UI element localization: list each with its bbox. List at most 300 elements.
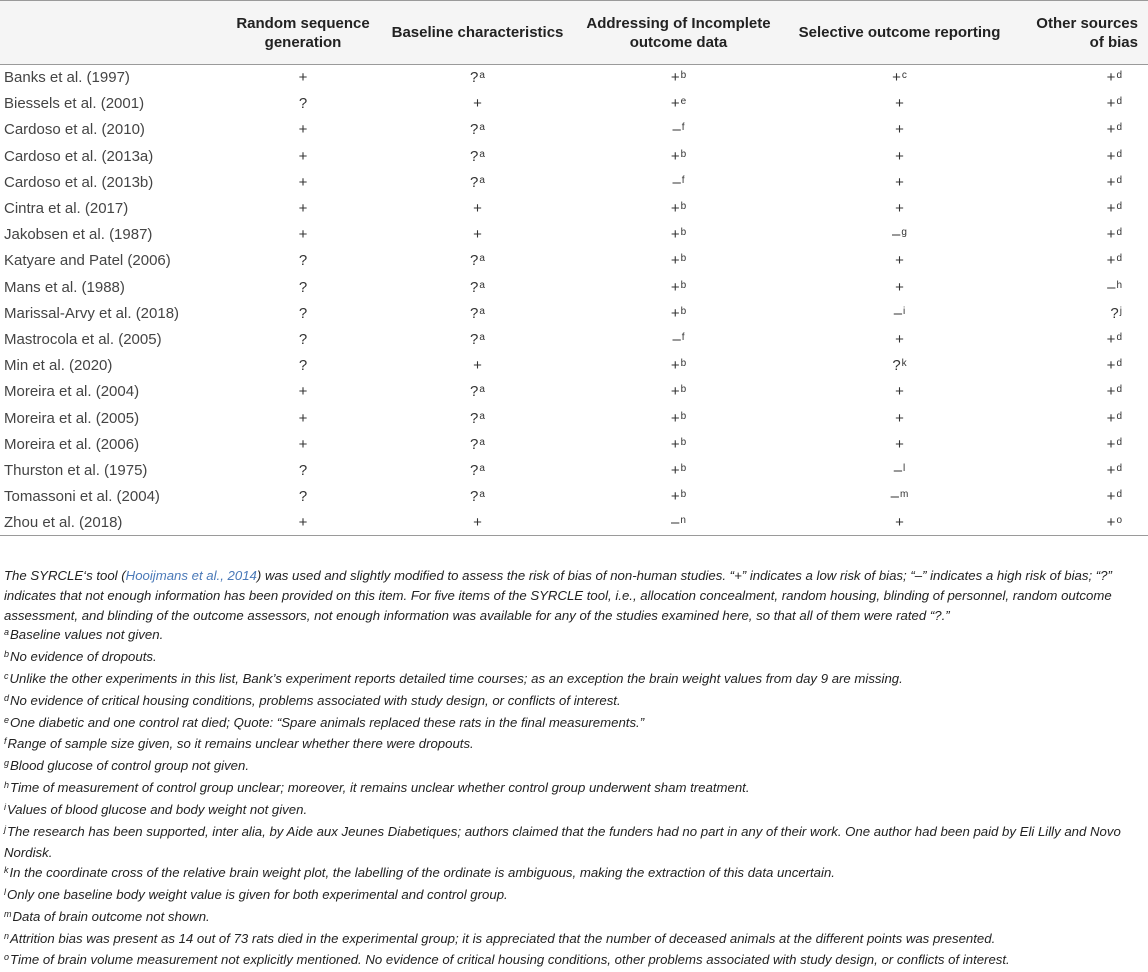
rating-symbol: ?: [470, 121, 479, 139]
rating-cell: [384, 65, 571, 91]
rating-symbol: +: [670, 69, 680, 87]
rating-cell: [786, 353, 1013, 379]
rating-symbol: ?: [298, 252, 308, 270]
rating-cell: [222, 143, 384, 169]
footnote-marker: b: [680, 70, 687, 82]
footnote-marker: a: [479, 279, 485, 291]
rating-symbol: –: [1107, 278, 1116, 296]
rating-symbol: +: [670, 278, 680, 296]
study-name-cell: Moreira et al. (2004): [4, 383, 140, 401]
rating-cell: [786, 484, 1013, 510]
rating-symbol: ?: [470, 488, 479, 506]
table-row: [0, 222, 1148, 248]
rating-symbol: ?: [470, 69, 479, 87]
study-name-cell: Thurston et al. (1975): [4, 461, 148, 479]
rating-symbol: +: [895, 383, 904, 401]
footnote: [4, 734, 1142, 756]
rating-cell: [571, 169, 786, 195]
study-name-cell: Marissal-Arvy et al. (2018): [4, 304, 180, 322]
footnote-marker: a: [479, 489, 485, 501]
rating-cell: [571, 484, 786, 510]
footnote-marker: a: [479, 384, 485, 396]
footnote-text: The research has been supported, inter alia, by Aide aux Jeunes Diabetiques; authors claimed that the funders had no part in any of their work. One author had been paid by Eli Lilly and Novo Nordisk.: [4, 823, 1121, 861]
study-name-cell: Cardoso et al. (2013a): [4, 147, 154, 165]
table-row: [0, 484, 1148, 510]
rating-symbol: ?: [1110, 304, 1119, 322]
rating-cell: [1013, 248, 1148, 274]
study-name-cell: Zhou et al. (2018): [0, 510, 222, 536]
rating-symbol: ?: [470, 435, 479, 453]
rating-cell: [384, 510, 571, 536]
rating-cell: [571, 353, 786, 379]
rating-cell: [1013, 379, 1148, 405]
study-name-cell: Tomassoni et al. (2004): [4, 488, 160, 506]
rating-symbol: +: [670, 226, 680, 244]
rating-cell: [786, 222, 1013, 248]
rating-cell: [786, 91, 1013, 117]
footnote-marker: n: [680, 515, 686, 527]
footnote-text: Values of blood glucose and body weight not given.: [7, 801, 308, 817]
table-header-row: [0, 1, 1148, 65]
footnote-marker: b: [680, 436, 687, 448]
footnote-mark: o: [4, 952, 10, 963]
rating-cell: [786, 300, 1013, 326]
rating-symbol: +: [298, 383, 308, 401]
rating-cell: [1013, 195, 1148, 221]
footnote-marker: b: [680, 148, 687, 160]
rating-cell: [571, 65, 786, 91]
footnote-text: Time of measurement of control group unclear; moreover, it remains unclear whether control group underwent sham treatment.: [10, 779, 750, 795]
table-row: [0, 274, 1148, 300]
rating-cell: [222, 195, 384, 221]
table-row: [0, 91, 1148, 117]
rating-symbol: +: [895, 435, 904, 453]
footnote-mark: h: [4, 779, 10, 790]
rating-cell: [384, 405, 571, 431]
footnote-marker: b: [680, 253, 687, 265]
footnote-mark: n: [4, 930, 10, 941]
footnote-marker: d: [1116, 489, 1122, 501]
footnote: [4, 713, 1142, 735]
footnote-marker: b: [680, 279, 687, 291]
footnote-text: Time of brain volume measurement not explicitly mentioned. No evidence of critical housing conditions, other problems associated with study design, or conflicts of interest.: [10, 952, 1010, 968]
rating-cell: [786, 431, 1013, 457]
footnote-text: Range of sample size given, so it remains unclear whether there were dropouts.: [7, 736, 474, 752]
table-row: [0, 300, 1148, 326]
footnote-mark: f: [4, 736, 7, 747]
rating-symbol: +: [895, 409, 904, 427]
rating-cell: [1013, 457, 1148, 483]
rating-symbol: +: [473, 226, 482, 244]
study-name-cell: Jakobsen et al. (1987): [4, 226, 153, 244]
rating-symbol: +: [1106, 121, 1116, 139]
column-header-baseline: Baseline characteristics: [384, 1, 571, 65]
footnote-marker: d: [1116, 384, 1122, 396]
rating-cell: [384, 300, 571, 326]
rating-cell: [571, 510, 786, 536]
rating-cell: [571, 248, 786, 274]
rating-cell: [786, 510, 1013, 536]
table-notes: [4, 566, 1142, 972]
column-header-random-sequence: Random sequence generation: [222, 1, 384, 65]
footnote-marker: a: [479, 305, 485, 317]
footnote-marker: d: [1116, 70, 1122, 82]
footnote-text: No evidence of dropouts.: [10, 649, 157, 665]
rating-cell: [222, 248, 384, 274]
footnote-marker: o: [1116, 515, 1122, 527]
footnote-marker: a: [479, 70, 485, 82]
footnote-marker: i: [903, 305, 906, 317]
footnote-mark: c: [4, 670, 9, 681]
rating-symbol: +: [298, 226, 308, 244]
rating-symbol: +: [298, 69, 308, 87]
footnote-text: Baseline values not given.: [10, 627, 164, 643]
rating-cell: [571, 274, 786, 300]
footnote-marker: b: [680, 462, 687, 474]
footnote-marker: h: [1116, 279, 1122, 291]
column-header-study: [0, 1, 222, 65]
rating-symbol: –: [671, 514, 680, 532]
rating-cell: [384, 379, 571, 405]
rating-cell: [786, 117, 1013, 143]
table-row: [0, 65, 1148, 91]
footnote-text: Blood glucose of control group not given.: [10, 758, 250, 774]
footnote-text: In the coordinate cross of the relative brain weight plot, the labelling of the ordinate is ambiguous, making the extraction of this data uncertain.: [9, 865, 835, 881]
column-header-other-bias: Other sources of bias: [1013, 1, 1148, 65]
footnote: [4, 691, 1142, 713]
footnote-marker: d: [1116, 122, 1122, 134]
footnote-marker: d: [1116, 174, 1122, 186]
rating-symbol: +: [1106, 488, 1116, 506]
table-row: [0, 353, 1148, 379]
rating-symbol: ?: [470, 252, 479, 270]
rating-cell: [786, 326, 1013, 352]
rating-symbol: +: [895, 173, 904, 191]
footnote: [4, 822, 1142, 864]
rating-symbol: +: [895, 330, 904, 348]
footnote: [4, 669, 1142, 691]
rating-symbol: +: [1106, 357, 1116, 375]
rating-symbol: +: [473, 514, 482, 532]
footnote-marker: a: [479, 331, 485, 343]
rating-symbol: +: [895, 121, 904, 139]
footnote-text: One diabetic and one control rat died; Quote: “Spare animals replaced these rats in the final measurements.”: [10, 714, 645, 730]
rating-cell: [222, 353, 384, 379]
rating-symbol: ?: [470, 409, 479, 427]
rating-cell: [1013, 143, 1148, 169]
rating-cell: [384, 326, 571, 352]
rating-symbol: –: [890, 488, 899, 506]
footnote-mark: g: [4, 758, 10, 769]
rating-cell: [1013, 431, 1148, 457]
rating-symbol: +: [1106, 95, 1116, 113]
study-name-cell: Cardoso et al. (2010): [4, 121, 145, 139]
rating-symbol: +: [298, 409, 308, 427]
footnote-marker: a: [479, 436, 485, 448]
rating-symbol: +: [473, 357, 482, 375]
rating-cell: [384, 169, 571, 195]
rating-symbol: +: [298, 514, 308, 532]
rating-symbol: ?: [298, 488, 308, 506]
footnote: [4, 778, 1142, 800]
footnote-mark: l: [4, 886, 6, 897]
study-name-cell: Min et al. (2020): [4, 357, 113, 375]
rating-symbol: +: [670, 383, 680, 401]
footnote: [4, 625, 1142, 647]
footnote-marker: f: [681, 122, 685, 134]
table-caption: [4, 566, 1142, 625]
footnote-marker: d: [1116, 148, 1122, 160]
footnote-mark: e: [4, 714, 10, 725]
rating-symbol: +: [298, 200, 308, 218]
rating-cell: [384, 91, 571, 117]
rating-cell: [384, 274, 571, 300]
rating-cell: [786, 274, 1013, 300]
footnote-marker: g: [901, 227, 907, 239]
rating-cell: [571, 326, 786, 352]
rating-symbol: ?: [298, 461, 308, 479]
rating-cell: [1013, 353, 1148, 379]
rating-cell: [571, 195, 786, 221]
study-name-cell: Moreira et al. (2006): [4, 435, 140, 453]
rating-symbol: –: [893, 461, 903, 479]
footnote-marker: b: [680, 227, 687, 239]
rating-symbol: +: [298, 121, 308, 139]
footnote: [4, 885, 1142, 907]
rating-cell: [1013, 326, 1148, 352]
rating-cell: [222, 379, 384, 405]
rating-symbol: ?: [298, 95, 308, 113]
rating-cell: [786, 248, 1013, 274]
rating-symbol: +: [895, 147, 904, 165]
table-body: [0, 65, 1148, 536]
footnote-marker: f: [681, 331, 685, 343]
rating-symbol: ?: [470, 330, 479, 348]
rating-symbol: +: [1106, 383, 1116, 401]
rating-symbol: –: [672, 330, 681, 348]
footnote-marker: d: [1116, 358, 1122, 370]
rating-symbol: +: [895, 514, 904, 532]
rating-cell: [786, 195, 1013, 221]
rating-symbol: +: [473, 95, 482, 113]
table-row: [0, 117, 1148, 143]
rating-symbol: ?: [470, 173, 479, 191]
rating-symbol: ?: [298, 304, 308, 322]
rating-cell: [571, 405, 786, 431]
rating-symbol: +: [1106, 435, 1116, 453]
footnote-marker: a: [479, 122, 485, 134]
footnote-mark: k: [4, 865, 9, 876]
rating-symbol: +: [298, 173, 308, 191]
rating-cell: [222, 274, 384, 300]
footnote-text: Attrition bias was present as 14 out of 73 rats died in the experimental group; it is appreciated that the number of deceased animals at the different points was presented.: [10, 930, 996, 946]
rating-cell: [571, 143, 786, 169]
table-row: [0, 326, 1148, 352]
table-row: [0, 431, 1148, 457]
rating-symbol: +: [1106, 226, 1116, 244]
footnote-mark: d: [4, 692, 10, 703]
rating-cell: [786, 379, 1013, 405]
rating-cell: [1013, 405, 1148, 431]
rating-cell: [222, 91, 384, 117]
rating-symbol: +: [473, 200, 482, 218]
rating-symbol: +: [670, 95, 680, 113]
rating-cell: [222, 510, 384, 536]
rating-cell: [1013, 300, 1148, 326]
rating-symbol: +: [670, 200, 680, 218]
column-header-selective-reporting: Selective outcome reporting: [786, 1, 1013, 65]
table-row: [0, 379, 1148, 405]
rating-cell: [222, 65, 384, 91]
table-row: [0, 169, 1148, 195]
rating-cell: [1013, 91, 1148, 117]
rating-cell: [1013, 274, 1148, 300]
rating-symbol: +: [298, 147, 308, 165]
rating-symbol: +: [670, 409, 680, 427]
footnote-marker: j: [1119, 305, 1122, 317]
caption-citation-link[interactable]: Hooijmans et al., 2014: [125, 568, 257, 583]
rating-symbol: ?: [470, 304, 479, 322]
rating-cell: [222, 169, 384, 195]
study-name-cell: Mans et al. (1988): [4, 278, 125, 296]
footnote-marker: d: [1116, 462, 1122, 474]
rating-cell: [1013, 222, 1148, 248]
table-row: [0, 143, 1148, 169]
study-name-cell: Cardoso et al. (2013b): [4, 173, 154, 191]
rating-symbol: ?: [470, 461, 479, 479]
footnote-marker: m: [900, 489, 909, 501]
footnote-mark: m: [4, 908, 12, 919]
column-header-incomplete-outcome: Addressing of Incomplete outcome data: [571, 1, 786, 65]
footnote: [4, 907, 1142, 929]
study-name-cell: Banks et al. (1997): [4, 69, 130, 87]
footnote: [4, 929, 1142, 951]
rating-symbol: –: [893, 304, 903, 322]
table-row: [0, 248, 1148, 274]
rating-cell: [384, 117, 571, 143]
footnote-text: Only one baseline body weight value is given for both experimental and control group.: [7, 886, 508, 902]
rating-symbol: +: [1106, 461, 1116, 479]
footnote-list: [4, 625, 1142, 972]
rating-symbol: +: [670, 488, 680, 506]
rating-symbol: ?: [470, 383, 479, 401]
footnote-marker: d: [1116, 96, 1122, 108]
footnote-mark: j: [4, 823, 6, 834]
rating-cell: [222, 457, 384, 483]
caption-text-after: ) was used and slightly modified to assess the risk of bias of non-human studies. “+” indicates a low risk of bias; “–” indicates a high risk of bias; “?” indicates that not enough information has been provided on this item. For five items of the SYRCLE tool, i.e., allocation concealment, random housing, blinding of personnel, random outcome assessment, and blinding of the outcome assessors, not enough information was available for any of the studies examined here, so that all of them were rated “?.”: [4, 568, 1112, 623]
footnote-marker: b: [680, 410, 687, 422]
footnote-marker: b: [680, 358, 687, 370]
rating-cell: [786, 65, 1013, 91]
footnote: [4, 800, 1142, 822]
rating-cell: [1013, 169, 1148, 195]
rating-symbol: +: [895, 95, 904, 113]
rating-cell: [384, 248, 571, 274]
rating-symbol: ?: [298, 330, 308, 348]
rating-symbol: ?: [298, 357, 308, 375]
rating-cell: [384, 222, 571, 248]
rating-symbol: +: [670, 147, 680, 165]
rating-cell: [1013, 510, 1148, 536]
rating-symbol: +: [670, 461, 680, 479]
rating-symbol: +: [1106, 69, 1116, 87]
footnote: [4, 950, 1142, 972]
caption-text-before: The SYRCLE‘s tool (: [4, 568, 126, 583]
footnote-marker: b: [680, 384, 687, 396]
rating-symbol: +: [895, 252, 904, 270]
footnote-marker: d: [1116, 436, 1122, 448]
footnote-marker: c: [901, 70, 907, 82]
footnote-marker: l: [903, 462, 906, 474]
rating-cell: [222, 222, 384, 248]
footnote-marker: k: [901, 358, 907, 370]
table-row: [0, 405, 1148, 431]
rating-symbol: +: [1106, 147, 1116, 165]
rating-cell: [571, 117, 786, 143]
rating-cell: [786, 143, 1013, 169]
rating-symbol: +: [670, 252, 680, 270]
rating-cell: [571, 379, 786, 405]
rating-symbol: +: [670, 435, 680, 453]
footnote-marker: a: [479, 148, 485, 160]
rating-symbol: ?: [470, 147, 479, 165]
rating-symbol: +: [895, 278, 904, 296]
footnote-marker: d: [1116, 253, 1122, 265]
rating-cell: [1013, 117, 1148, 143]
footnote-marker: b: [680, 489, 687, 501]
footnote: [4, 647, 1142, 669]
rating-symbol: +: [670, 304, 680, 322]
rating-symbol: +: [1106, 330, 1116, 348]
rating-cell: [222, 300, 384, 326]
footnote-mark: a: [4, 627, 10, 638]
footnote-marker: d: [1116, 410, 1122, 422]
table-row: [0, 457, 1148, 483]
footnote-text: No evidence of critical housing conditions, problems associated with study design, or conflicts of interest.: [10, 692, 621, 708]
rating-cell: [571, 457, 786, 483]
footnote-marker: b: [680, 201, 687, 213]
rating-cell: [222, 431, 384, 457]
rating-cell: [571, 431, 786, 457]
rating-cell: [384, 353, 571, 379]
table-row: [0, 510, 1148, 536]
rating-symbol: +: [298, 435, 308, 453]
rating-cell: [222, 484, 384, 510]
footnote-text: Unlike the other experiments in this list, Bank’s experiment reports detailed time courses; as an exception the brain weight values from day 9 are missing.: [9, 670, 903, 686]
rating-cell: [222, 117, 384, 143]
footnote-marker: f: [681, 174, 685, 186]
rating-symbol: +: [670, 357, 680, 375]
study-name-cell: Mastrocola et al. (2005): [4, 330, 162, 348]
study-name-cell: Biessels et al. (2001): [4, 95, 145, 113]
rating-symbol: +: [895, 200, 904, 218]
footnote: [4, 863, 1142, 885]
footnote-mark: i: [4, 801, 6, 812]
rating-cell: [222, 405, 384, 431]
rating-cell: [384, 457, 571, 483]
rating-cell: [384, 195, 571, 221]
rating-symbol: ?: [892, 357, 901, 375]
rating-cell: [571, 222, 786, 248]
rating-symbol: –: [892, 226, 901, 244]
rating-symbol: +: [892, 69, 901, 87]
rating-cell: [222, 326, 384, 352]
rating-symbol: ?: [470, 278, 479, 296]
rating-cell: [571, 91, 786, 117]
footnote-marker: d: [1116, 201, 1122, 213]
rating-cell: [384, 143, 571, 169]
rating-symbol: +: [1106, 173, 1116, 191]
